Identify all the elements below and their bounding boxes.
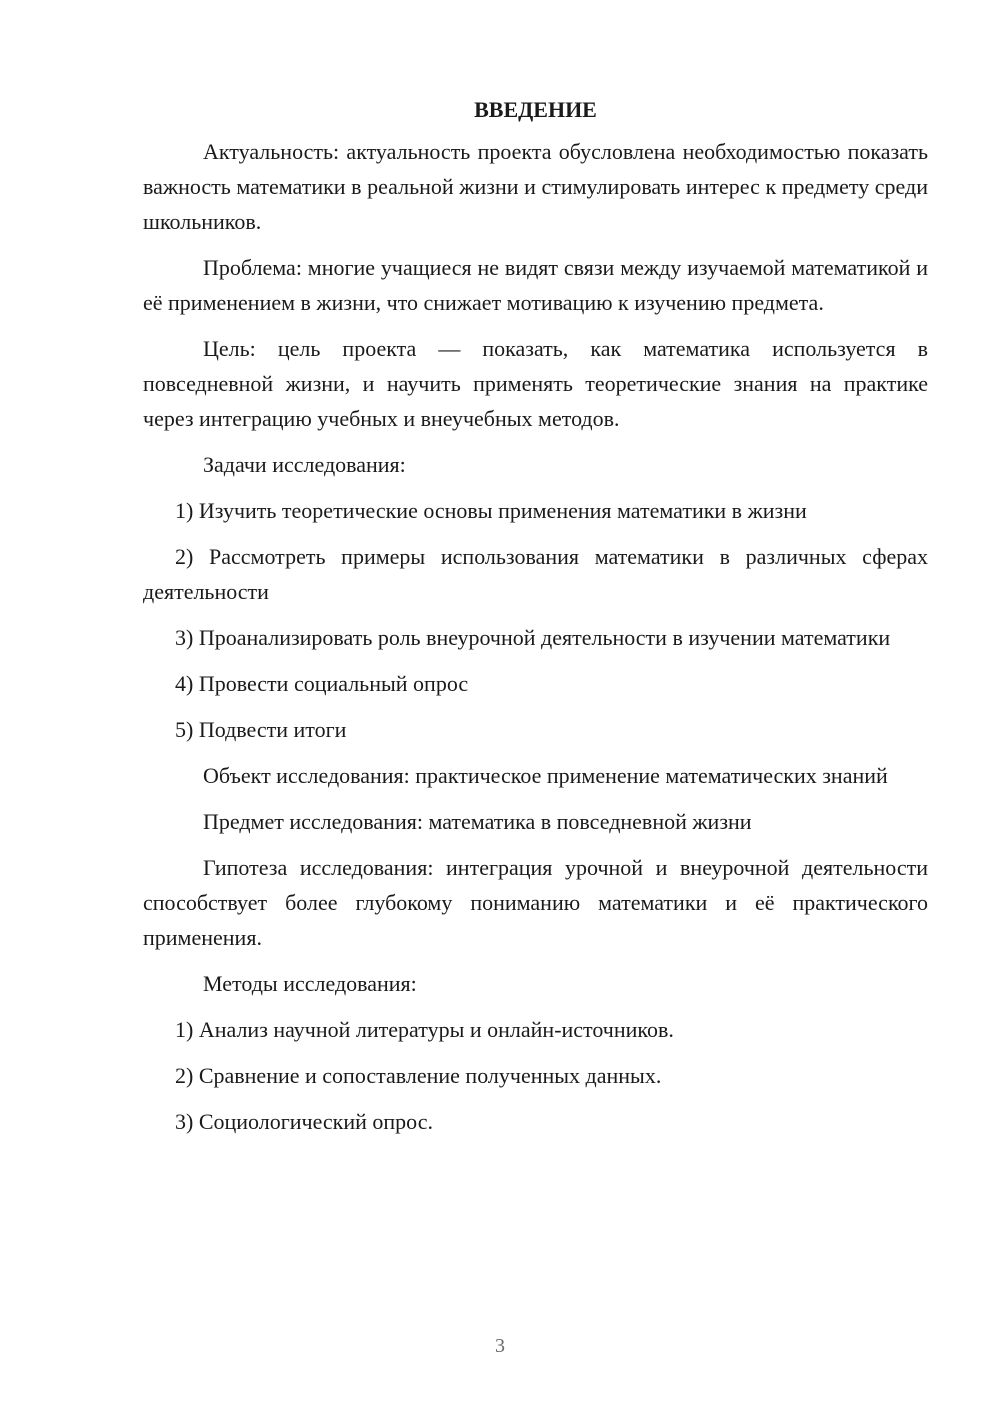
task-item: 3) Проанализировать роль внеурочной деятельности в изучении математики [175, 625, 891, 650]
task-item: 1) Изучить теоретические основы применения математики в жизни [175, 498, 807, 523]
goal-paragraph: Цель: цель проекта — показать, как математика используется в повседневной жизни, и научить применять теоретические знания на практике через интеграцию учебных и внеучебных методов. [143, 336, 928, 431]
methods-heading: Методы исследования: [203, 971, 417, 996]
task-item: 2) Рассмотреть примеры использования математики в различных сферах деятельности [143, 544, 928, 604]
method-item: 3) Социологический опрос. [175, 1109, 433, 1134]
method-item: 1) Анализ научной литературы и онлайн-источников. [175, 1017, 674, 1042]
method-item: 2) Сравнение и сопоставление полученных данных. [175, 1063, 662, 1088]
hypothesis-paragraph: Гипотеза исследования: интеграция урочной и внеурочной деятельности способствует более глубокому пониманию математики и её практического применения. [143, 855, 928, 950]
task-item: 5) Подвести итоги [175, 717, 347, 742]
subject-paragraph: Предмет исследования: математика в повседневной жизни [203, 809, 752, 834]
object-paragraph: Объект исследования: практическое применение математических знаний [203, 763, 888, 788]
task-item: 4) Провести социальный опрос [175, 671, 469, 696]
page-number: 3 [495, 1335, 505, 1357]
relevance-paragraph: Актуальность: актуальность проекта обусловлена необходимостью показать важность математики в реальной жизни и стимулировать интерес к предмету среди школьников. [143, 139, 928, 234]
problem-paragraph: Проблема: многие учащиеся не видят связи между изучаемой математикой и её применением в жизни, что снижает мотивацию к изучению предмета. [143, 255, 928, 315]
tasks-heading: Задачи исследования: [203, 452, 406, 477]
page-title: ВВЕДЕНИЕ [474, 97, 597, 122]
page-content [143, 93, 928, 1150]
